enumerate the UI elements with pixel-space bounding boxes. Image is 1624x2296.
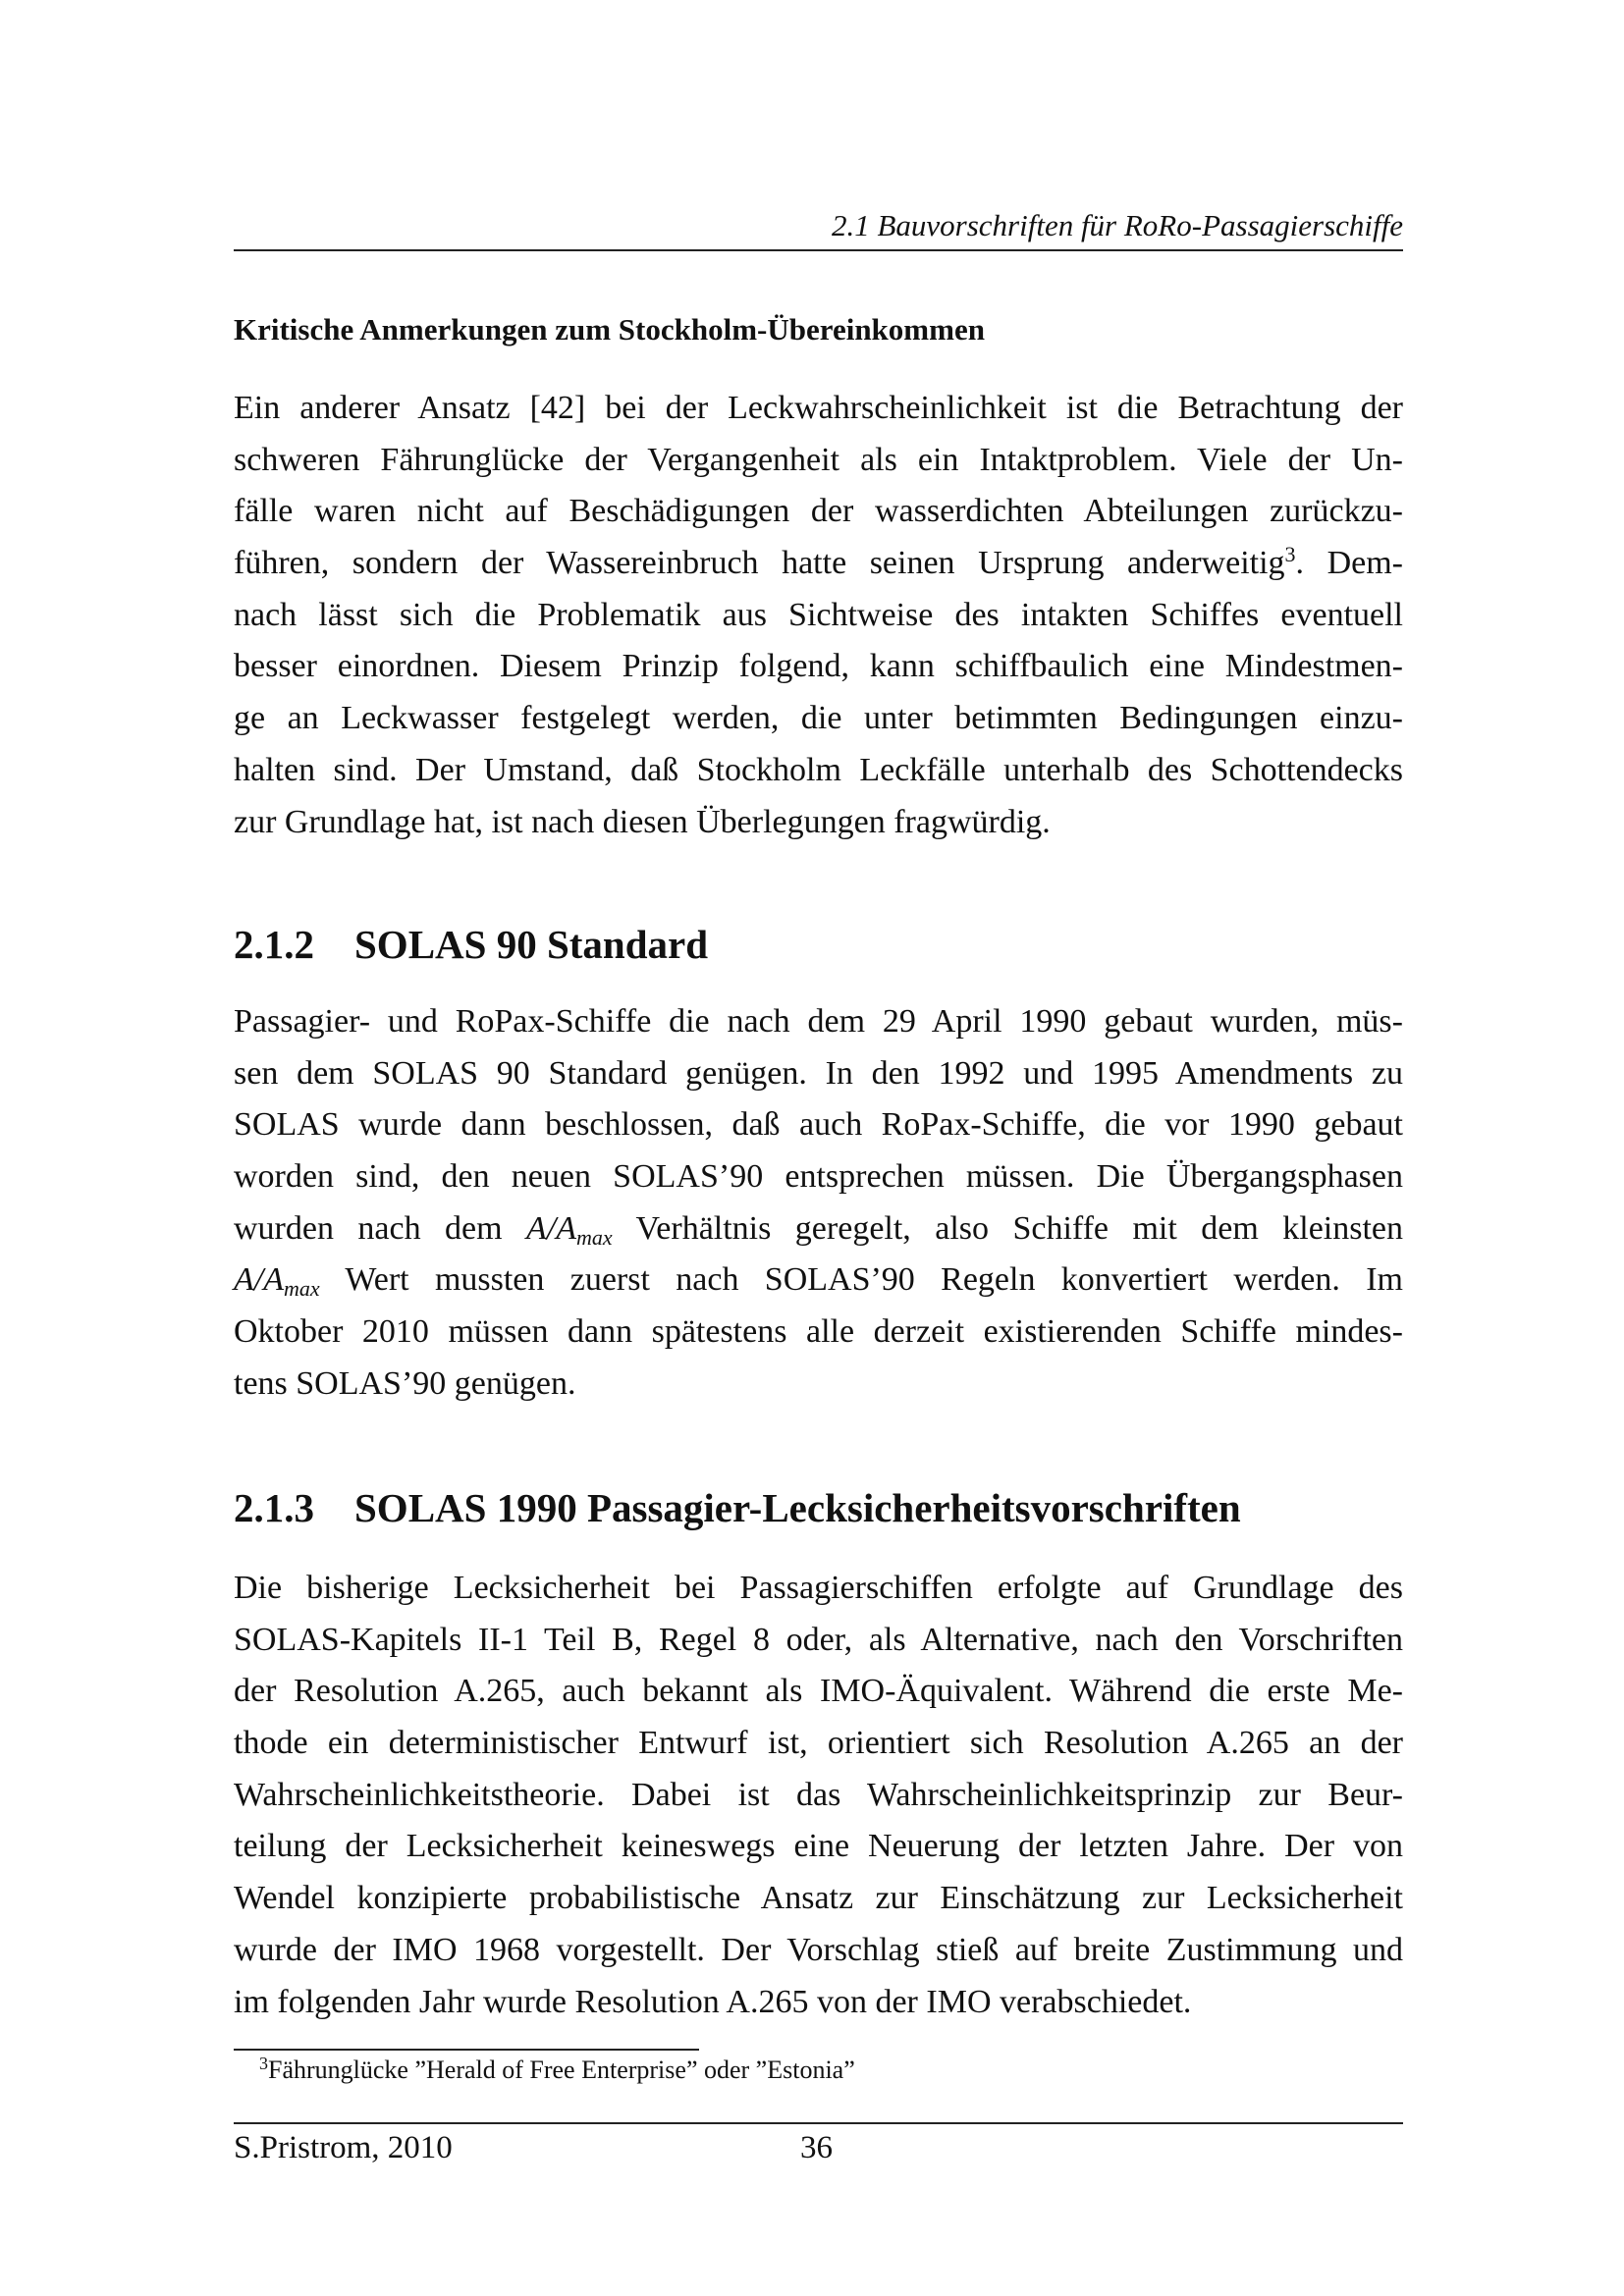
text-line: teilung der Lecksicherheit keineswegs eine Neuerung der letzten Jahre. Der von xyxy=(234,1828,1403,1865)
text-line: nach lässt sich die Problematik aus Sichtweise des intakten Schiffes eventuell xyxy=(234,596,1403,633)
text-line: SOLAS-Kapitels II-1 Teil B, Regel 8 oder, als Alternative, nach den Vorschriften xyxy=(234,1621,1403,1658)
text-line: der Resolution A.265, auch bekannt als IMO-Äquivalent. Während die erste Me- xyxy=(234,1673,1403,1710)
paragraph-critique xyxy=(234,383,1403,848)
footnote: $^3$Fährunglücke ”Herald of Free Enterprise” oder ”Estonia” xyxy=(259,2054,855,2084)
text-line: Passagier- und RoPax-Schiffe die nach dem 29 April 1990 gebaut wurden, müs- xyxy=(234,1003,1403,1040)
page-footer xyxy=(234,2130,1403,2166)
footer-author: S.Pristrom, 2010 xyxy=(234,2130,453,2165)
subsection-heading: Kritische Anmerkungen zum Stockholm-Übereinkommen xyxy=(234,312,985,347)
paragraph-solas90 xyxy=(234,996,1403,1411)
text-line: sen dem SOLAS 90 Standard genügen. In den 1992 und 1995 Amendments zu xyxy=(234,1054,1403,1092)
text-line: wurden nach dem $A/A_{max}$ Verhältnis geregelt, also Schiffe mit dem kleinsten xyxy=(234,1209,1403,1250)
section-heading-2-1-3: 2.1.3 SOLAS 1990 Passagier-Lecksicherheitsvorschriften xyxy=(234,1485,1241,1530)
text-line: zur Grundlage hat, ist nach diesen Überlegungen fragwürdig. xyxy=(234,803,1051,840)
text-line: besser einordnen. Diesem Prinzip folgend, kann schiffbaulich eine Mindestmen- xyxy=(234,648,1403,685)
text-line: Wahrscheinlichkeitstheorie. Dabei ist das Wahrscheinlichkeitsprinzip zur Beur- xyxy=(234,1776,1403,1813)
paragraph-solas1990 xyxy=(234,1563,1403,2028)
text-line: worden sind, den neuen SOLAS’90 entsprechen müssen. Die Übergangsphasen xyxy=(234,1158,1403,1196)
footer-rule xyxy=(234,2122,1403,2124)
text-line: thode ein deterministischer Entwurf ist, orientiert sich Resolution A.265 an der xyxy=(234,1725,1403,1762)
text-line: SOLAS wurde dann beschlossen, daß auch RoPax-Schiffe, die vor 1990 gebaut xyxy=(234,1106,1403,1144)
text-line: fälle waren nicht auf Beschädigungen der wasserdichten Abteilungen zurückzu- xyxy=(234,493,1403,530)
text-line: Die bisherige Lecksicherheit bei Passagierschiffen erfolgte auf Grundlage des xyxy=(234,1570,1403,1606)
page-number: 36 xyxy=(800,2130,833,2165)
text-line: schweren Fährunglücke der Vergangenheit als ein Intaktproblem. Viele der Un- xyxy=(234,441,1403,478)
section-heading-2-1-2: 2.1.2 SOLAS 90 Standard xyxy=(234,922,709,967)
text-line: Wendel konzipierte probabilistische Ansatz zur Einschätzung zur Lecksicherheit xyxy=(234,1880,1403,1917)
text-line: Oktober 2010 müssen dann spätestens alle derzeit existierenden Schiffe mindes- xyxy=(234,1313,1403,1351)
text-line: ge an Leckwasser festgelegt werden, die unter betimmten Bedingungen einzu- xyxy=(234,700,1403,737)
header-rule xyxy=(234,249,1403,251)
footnote-rule xyxy=(234,2049,699,2051)
text-line: $A/A_{max}$ Wert mussten zuerst nach SOLAS’90 Regeln konvertiert werden. Im xyxy=(234,1261,1403,1302)
text-line: im folgenden Jahr wurde Resolution A.265 von der IMO verabschiedet. xyxy=(234,1983,1192,2020)
footnote-reference[interactable]: 3 xyxy=(1284,542,1296,567)
text-line: wurde der IMO 1968 vorgestellt. Der Vorschlag stieß auf breite Zustimmung und xyxy=(234,1931,1403,1968)
text-line: führen, sondern der Wassereinbruch hatte seinen Ursprung anderweitig$^3$. Dem- xyxy=(234,542,1403,582)
running-header: 2.1 Bauvorschriften für RoRo-Passagierschiffe xyxy=(831,208,1403,242)
text-line: halten sind. Der Umstand, daß Stockholm Leckfälle unterhalb des Schottendecks xyxy=(234,751,1403,788)
text-line: Ein anderer Ansatz [42] bei der Leckwahrscheinlichkeit ist die Betrachtung der xyxy=(234,390,1403,426)
text-line: tens SOLAS’90 genügen. xyxy=(234,1364,576,1402)
math-ratio: $A/A_{max}$ xyxy=(526,1209,613,1250)
math-ratio: $A/A_{max}$ xyxy=(234,1261,320,1302)
